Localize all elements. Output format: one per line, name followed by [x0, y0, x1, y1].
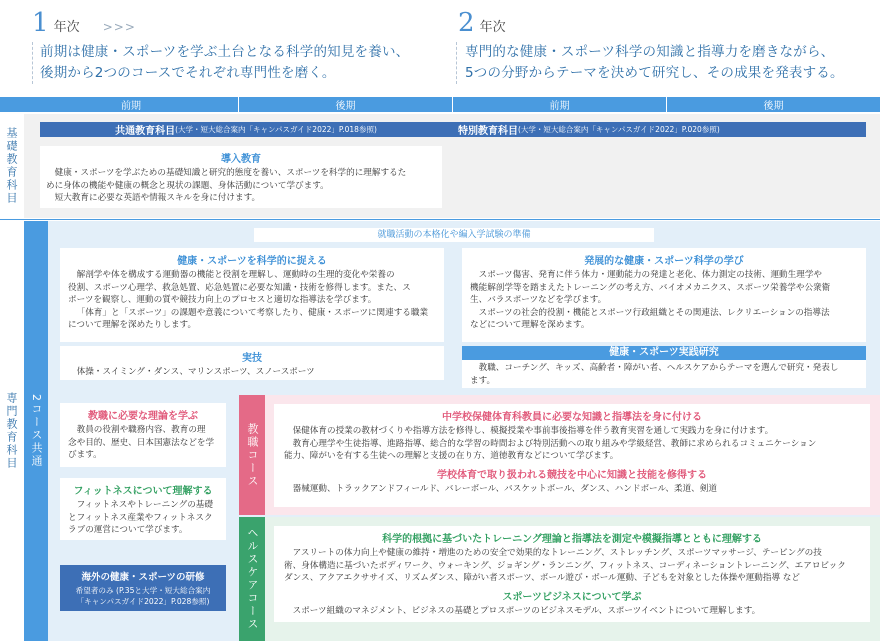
- term-first: 前期: [24, 97, 239, 112]
- term-second: 後期: [763, 101, 784, 112]
- teaching-course-text2: 器械運動、トラックアンドフィールド、バレーボール、バスケットボール、ダンス、ハンドボール、柔道、剣道: [292, 483, 717, 494]
- year1-heading: [32, 8, 136, 38]
- practice-box: [60, 346, 444, 380]
- science-title: 健康・スポーツを科学的に捉える: [177, 256, 327, 267]
- row-label-major: 専門教育科目: [5, 392, 18, 470]
- teaching-theory-title: 教職に必要な理論を学ぶ: [88, 411, 198, 422]
- common-education-bar: 共通教育科目 (大学・短大総合案内「キャンパスガイド2022」P.018参照): [40, 122, 452, 137]
- row-label-basic: 基礎教育科目: [5, 127, 18, 205]
- year2-heading: [458, 8, 506, 38]
- year1-number: 1: [32, 8, 49, 38]
- career-prep-bar: 就職活動の本格化や編入学試験の準備: [254, 228, 654, 242]
- year2-number: 2: [458, 8, 475, 38]
- teaching-course-label: 教職コース: [239, 395, 265, 515]
- healthcare-course-text2: スポーツ組織のマネジメント、ビジネスの基礎とプロスポーツのビジネスモデル、スポーツイベントについて理解します。: [292, 605, 761, 616]
- research-box: 教職、コーチング、キッズ、高齢者・障がい者、ヘルスケアからテーマを選んで研究・発表し ます。: [462, 360, 866, 388]
- two-course-common-label: 2コース共通: [24, 221, 48, 641]
- advanced-box: 発展的な健康・スポーツ科学の学び スポーツ傷害、発育に伴う体力・運動能力の発達と老化、体力測定の技術、運動生理学や 機能解剖学等を踏まえたトレーニングの考え方、バイオメカニクス、スポーツ栄養学や公衆衛 生、バラスポーツなどを学びます。 スポーツの社会的役割・機能とスポーツ行政組織とその関連法、レクリエーションの指導法 などについて理解を深めます。: [462, 248, 866, 342]
- teaching-theory-box: 教職に必要な理論を学ぶ 教員の役割や職務内容、教育の理 念や目的、歴史、日本国憲法などを学 びます。: [60, 403, 226, 467]
- intro-title: 導入教育: [221, 154, 261, 165]
- row-divider: [0, 219, 880, 220]
- intro-education-box: 導入教育 健康・スポーツを学ぶための基礎知識と研究的態度を養い、スポーツを科学的に理解するた めに身体の機能や健康の概念と現状の課題、身体活動について学びます。 短大教育に必要な英語や情報スキルを身に付けます。: [40, 146, 442, 208]
- year2-lead: 専門的な健康・スポーツ科学の知識と指導力を磨きながら、 5つの分野からテーマを決めて研究し、その成果を発表する。: [465, 44, 844, 81]
- teaching-course-title2: 学校体育で取り扱われる競技を中心に知識と技能を修得する: [437, 469, 707, 481]
- overseas-training-box: 海外の健康・スポーツの研修 希望者のみ (P.35と大学・短大総合案内 「キャンパスガイド2022」P.028参照): [60, 565, 226, 611]
- healthcare-course-title1: 科学的根拠に基づいたトレーニング理論と指導法を測定や模擬指導とともに理解する: [382, 534, 762, 545]
- healthcare-course-title2: スポーツビジネスについて学ぶ: [502, 591, 642, 603]
- research-title-bar: 健康・スポーツ実践研究: [462, 346, 866, 360]
- term-first: 前期: [453, 97, 667, 112]
- divider: [456, 42, 457, 84]
- practice-title: 実技: [242, 353, 262, 364]
- year1-label: 年次: [53, 20, 80, 35]
- science-box: 健康・スポーツを科学的に捉える 解剖学や体を構成する運動器の機能と役割を理解し、運動時の生理的変化や栄養の 役割、スポーツ心理学、救急処置、応急処置に必要な知識・技術を修得します。また、ス ポーツを観察し、運動の質や競技力向上のプロセスと適切な指導法を学びます。 「体育」と「スポーツ」の課題や意義について考察したり、健康・スポーツに関連する職業 について理解を深めたりします。: [60, 248, 444, 342]
- next-arrows-icon: >>>: [102, 20, 136, 34]
- overseas-title: 海外の健康・スポーツの研修: [81, 572, 205, 583]
- divider: [32, 42, 33, 84]
- fitness-title: フィットネスについて理解する: [73, 486, 213, 497]
- term-second: 後期: [239, 97, 453, 112]
- advanced-title: 発展的な健康・スポーツ科学の学び: [584, 256, 744, 267]
- year2-label: 年次: [479, 20, 506, 35]
- healthcare-course-box: 科学的根拠に基づいたトレーニング理論と指導法を測定や模擬指導とともに理解する アスリートの体力向上や健康の維持・増進のための安全で効果的なトレーニング、ストレッチング、スポーツマッサージ、テーピングの技 術、身体構造に基づいたボディワーク、ウォーキング、ジョギング・ランニング、フィットネス、コーディネーショントレーニング、エアロビック ダンス、アクアエクササイズ、リズムダンス、障がい者スポーツ、ボール遊び・ボール運動、子どもを対象とした体操や運動指導 など スポーツビジネスについて学ぶ スポーツ組織のマネジメント、ビジネスの基礎とプロスポーツのビジネスモデル、スポーツイベントについて理解します。: [274, 526, 870, 622]
- teaching-course-title1: 中学校保健体育科教員に必要な知識と指導法を身に付ける: [442, 412, 702, 423]
- healthcare-course-label: ヘルスケアコース: [239, 517, 265, 641]
- practice-text: 体操・スイミング・ダンス、マリンスポーツ、スノースポーツ: [76, 367, 315, 377]
- fitness-box: フィットネスについて理解する フィットネスやトレーニングの基礎 とフィットネス産業やフィットネスク ラブの運営について学びます。: [60, 478, 226, 540]
- special-education-bar: 特別教育科目 (大学・短大総合案内「キャンパスガイド2022」P.020参照): [452, 122, 866, 137]
- teaching-course-box: 中学校保健体育科教員に必要な知識と指導法を身に付ける 保健体育の授業の教材づくりや指導方法を修得し、模擬授業や事前事後指導を伴う教育実習を通して実践力を身に付けます。 教育心理学や生徒指導、進路指導、総合的な学習の時間および特別活動への取り組みや学級経営、教師に求められるコミュニケーション 能力、障がいを有する生徒への理解と支援の在り方、道徳教育などについて学びます。 学校体育で取り扱われる競技を中心に知識と技能を修得する 器械運動、トラックアンドフィールド、バレーボール、バスケットボール、ダンス、ハンドボール、柔道、剣道: [274, 404, 870, 507]
- year1-lead: 前期は健康・スポーツを学ぶ土台となる科学的知見を養い、 後期から2つのコースでそれぞれ専門性を磨く。: [40, 44, 410, 81]
